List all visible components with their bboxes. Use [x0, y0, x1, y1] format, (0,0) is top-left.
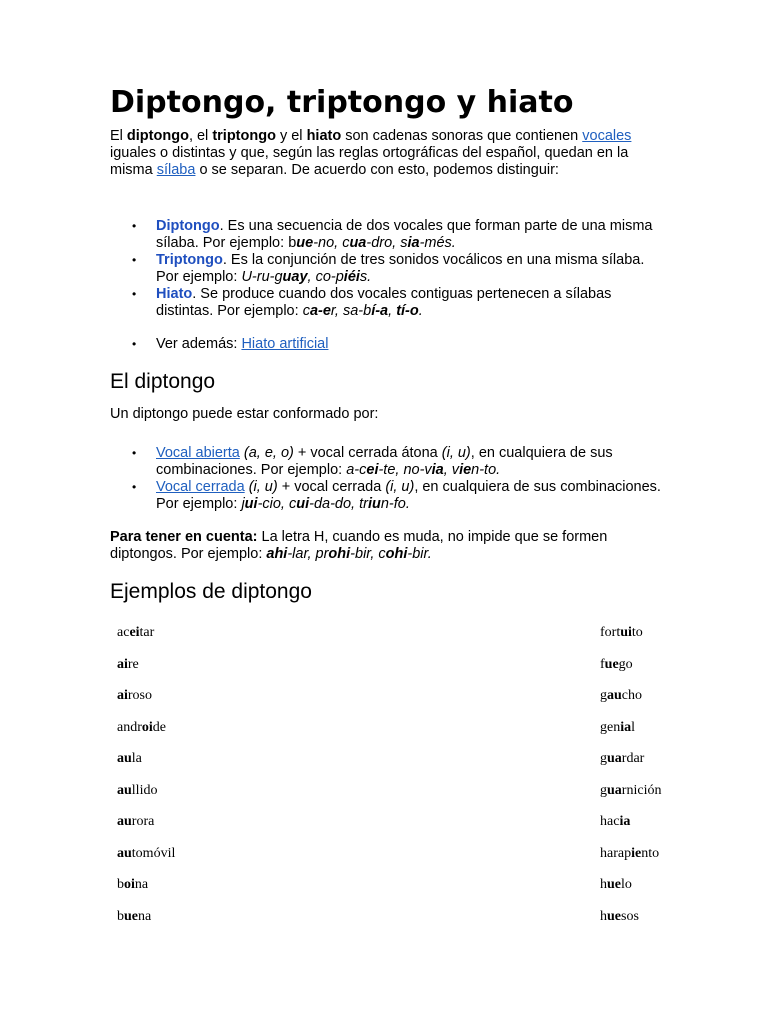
diphthong-letters: ai: [117, 688, 128, 703]
example-text: U-ru-g: [241, 269, 283, 285]
word-fragment: andr: [117, 719, 142, 735]
example-word: [117, 908, 277, 940]
word-fragment: l: [631, 719, 635, 735]
example-text: n-fo.: [380, 496, 410, 512]
hiato-artificial-link[interactable]: Hiato artificial: [241, 336, 329, 352]
definitions-list: [110, 218, 670, 320]
word-fragment: nto: [641, 845, 660, 861]
word-fragment: re: [127, 656, 139, 672]
word-fragment: go: [618, 656, 633, 672]
vowels-italic: (i, u): [385, 479, 415, 495]
diphthong-letters: ua: [607, 782, 622, 798]
item-text: + vocal cerrada átona: [293, 445, 442, 461]
example-text: a-c: [346, 462, 367, 478]
example-words: [288, 235, 456, 251]
example-words: [346, 462, 500, 478]
intro-term-hiato: hiato: [306, 128, 342, 144]
example-word: [600, 845, 760, 877]
highlighted-syllable: uay: [282, 269, 308, 285]
intro-text: o se separan. De acuerdo con esto, podemos distinguir:: [195, 162, 559, 178]
item-text: + vocal cerrada: [277, 479, 386, 495]
example-text: ,: [388, 303, 397, 319]
word-fragment: gen: [600, 719, 621, 735]
word-fragment: lo: [621, 877, 632, 892]
word-fragment: rnición: [621, 782, 662, 798]
intro-text: y el: [275, 128, 307, 144]
definition-text: . Se produce cuando dos vocales contiguas pertenecen a sílabas distintas. Por ejemplo:: [156, 286, 612, 319]
highlighted-syllable: ahi: [266, 546, 288, 562]
diphthong-letters: au: [117, 814, 132, 829]
example-word: [117, 876, 277, 908]
word-fragment: h: [600, 877, 607, 892]
word-fragment: rora: [131, 814, 155, 829]
diphthong-letters: ia: [619, 814, 631, 829]
item-text: , en cualquiera de sus combinaciones. Por ejemplo:: [156, 479, 661, 512]
highlighted-syllable: tí-o: [396, 303, 419, 319]
highlighted-syllable: a-e: [309, 303, 331, 319]
word-fragment: de: [152, 719, 166, 735]
word-fragment: la: [131, 751, 142, 766]
example-words: [241, 496, 409, 512]
word-fragment: b: [117, 908, 124, 924]
diphthong-letters: ua: [607, 751, 622, 766]
example-word: [600, 750, 760, 782]
word-fragment: cho: [621, 688, 643, 703]
intro-text: , el: [188, 128, 213, 144]
list-item-diptongo: [110, 218, 670, 252]
example-word: [117, 624, 277, 656]
example-word: [117, 813, 277, 845]
example-text: -no, c: [313, 235, 350, 251]
example-text: -dro, s: [366, 235, 408, 251]
example-word: [600, 687, 760, 719]
diphthong-letters: ai: [117, 656, 128, 672]
diphthong-letters: oi: [124, 877, 135, 892]
composition-list: [110, 445, 670, 513]
intro-paragraph: [110, 128, 670, 179]
word-fragment: fort: [600, 625, 621, 640]
diphthong-letters: ue: [124, 908, 138, 924]
page-title: Diptongo, triptongo y hiato: [110, 85, 574, 120]
word-fragment: b: [117, 877, 124, 892]
example-word: [600, 876, 760, 908]
word-fragment: na: [134, 877, 149, 892]
vowels-italic: (i, u): [441, 445, 471, 461]
section-heading-ejemplos: Ejemplos de diptongo: [110, 580, 312, 603]
diphthong-letters: ue: [607, 877, 621, 892]
example-text: -bir, c: [350, 546, 386, 562]
example-text: -lar, pr: [287, 546, 329, 562]
highlighted-syllable: ei: [366, 462, 379, 478]
term-hiato: Hiato: [156, 286, 193, 302]
highlighted-syllable: ui: [296, 496, 310, 512]
example-text: -da-do, tr: [309, 496, 368, 512]
word-fragment: f: [600, 656, 605, 672]
diphthong-letters: au: [607, 688, 622, 703]
vowels-italic: (a, e, o): [239, 445, 294, 461]
vocales-link[interactable]: vocales: [582, 128, 632, 144]
diphthong-letters: au: [117, 751, 132, 766]
see-also-label: Ver además:: [156, 336, 242, 352]
list-item-see-also: [110, 336, 670, 353]
highlighted-syllable: ohi: [385, 546, 408, 562]
item-text: , en cualquiera de sus combinaciones. Por ejemplo:: [156, 445, 613, 478]
example-text: , v: [443, 462, 460, 478]
diphthong-letters: ue: [607, 908, 621, 924]
note-text: La letra H, cuando es muda, no impide que se formen diptongos. Por ejemplo:: [110, 529, 608, 562]
note-paragraph: [110, 529, 670, 563]
section-heading-diptongo: El diptongo: [110, 370, 216, 393]
word-fragment: roso: [127, 688, 153, 703]
highlighted-syllable: í-a: [371, 303, 389, 319]
word-fragment: g: [600, 751, 607, 766]
word-fragment: na: [138, 908, 152, 924]
highlighted-syllable: ia: [407, 235, 420, 251]
example-text: -cio, c: [257, 496, 297, 512]
list-item-triptongo: [110, 252, 670, 286]
example-word: [117, 719, 277, 751]
list-item-hiato: [110, 286, 670, 320]
word-fragment: to: [631, 625, 643, 640]
example-word: [600, 782, 760, 814]
example-text: , co-p: [307, 269, 344, 285]
highlighted-syllable: ia: [431, 462, 444, 478]
highlighted-syllable: ua: [349, 235, 367, 251]
word-fragment: harap: [600, 845, 632, 861]
example-word: [600, 624, 760, 656]
vocal-cerrada-link[interactable]: Vocal cerrada: [156, 479, 245, 495]
highlighted-syllable: iu: [367, 496, 381, 512]
list-item-vocal-cerrada: [110, 479, 670, 513]
example-word: [117, 845, 277, 877]
examples-left-column: [117, 624, 277, 939]
word-fragment: g: [600, 782, 607, 798]
highlighted-syllable: ui: [244, 496, 258, 512]
vocal-abierta-link[interactable]: Vocal abierta: [156, 445, 240, 461]
word-fragment: h: [600, 908, 607, 924]
word-fragment: sos: [621, 908, 639, 924]
example-word: [117, 656, 277, 688]
example-word: [600, 719, 760, 751]
intro-text: El: [110, 128, 127, 144]
highlighted-syllable: ie: [459, 462, 472, 478]
vowels-italic: (i, u): [244, 479, 278, 495]
intro-term-triptongo: triptongo: [212, 128, 276, 144]
diphthong-letters: ie: [631, 845, 642, 861]
example-words: [241, 269, 371, 285]
definition-text: . Es una secuencia de dos vocales que forman parte de una misma sílaba. Por ejemplo:: [156, 218, 653, 251]
intro-text: iguales o distintas y que, según las reglas ortográficas del español, quedan en la misma: [110, 145, 629, 178]
example-word: [600, 908, 760, 940]
intro-text: son cadenas sonoras que contienen: [341, 128, 583, 144]
highlighted-syllable: iéi: [343, 269, 360, 285]
diphthong-letters: ue: [604, 656, 619, 672]
word-fragment: tomóvil: [131, 845, 176, 861]
example-word: [600, 813, 760, 845]
diphthong-letters: oi: [141, 719, 153, 735]
diphthong-letters: ia: [620, 719, 632, 735]
example-words: [266, 546, 431, 562]
word-fragment: llido: [131, 782, 158, 798]
example-word: [117, 782, 277, 814]
example-word: [117, 687, 277, 719]
word-fragment: hac: [600, 814, 620, 829]
example-text: c: [302, 303, 310, 319]
diphthong-letters: au: [117, 845, 132, 861]
example-text: b: [288, 235, 297, 251]
diphthong-letters: ei: [129, 625, 140, 640]
example-text: -més.: [419, 235, 456, 251]
example-words: [303, 303, 423, 319]
word-fragment: g: [600, 688, 607, 703]
example-text: n-to.: [471, 462, 501, 478]
example-text: -te, no-v: [378, 462, 432, 478]
term-diptongo: Diptongo: [156, 218, 220, 234]
word-fragment: tar: [139, 625, 155, 640]
highlighted-syllable: ohi: [328, 546, 351, 562]
word-fragment: rdar: [621, 751, 645, 766]
example-word: [117, 750, 277, 782]
definition-text: . Es la conjunción de tres sonidos vocálicos en una misma sílaba. Por ejemplo:: [156, 252, 645, 285]
example-text: s.: [359, 269, 372, 285]
note-label: Para tener en cuenta:: [110, 529, 258, 545]
list-item-vocal-abierta: [110, 445, 670, 479]
examples-right-column: [600, 624, 760, 939]
example-text: -bir.: [407, 546, 432, 562]
example-text: .: [418, 303, 423, 319]
section-lead: Un diptongo puede estar conformado por:: [110, 406, 379, 422]
diphthong-letters: ui: [620, 625, 632, 640]
word-fragment: ac: [117, 625, 130, 640]
see-also-list: [110, 336, 670, 353]
diphthong-letters: au: [117, 782, 132, 798]
example-text: j: [241, 496, 245, 512]
intro-term-diptongo: diptongo: [126, 128, 189, 144]
highlighted-syllable: ue: [296, 235, 314, 251]
term-triptongo: Triptongo: [156, 252, 223, 268]
example-text: r, sa-b: [330, 303, 372, 319]
example-word: [600, 656, 760, 688]
silaba-link[interactable]: sílaba: [156, 162, 196, 178]
